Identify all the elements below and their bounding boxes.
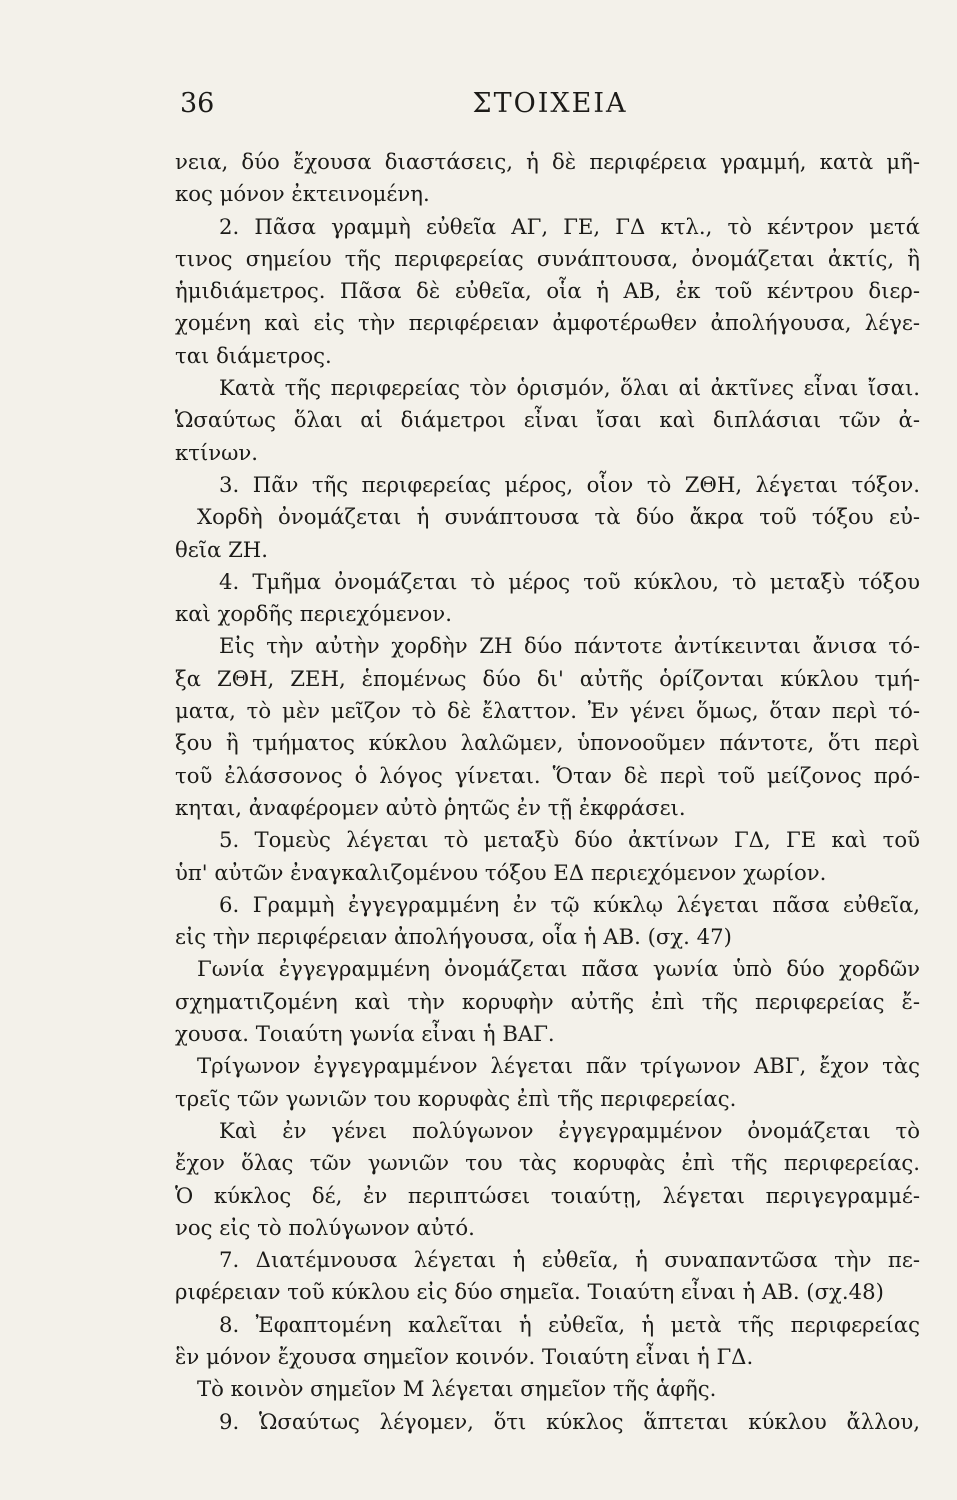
text-line: σχηματιζομένη καὶ τὴν κορυφὴν αὐτῆς ἐπὶ τῆς περιφερείας ἔ- — [175, 988, 920, 1014]
text-line: Κατὰ τῆς περιφερείας τὸν ὁρισμόν, ὅλαι αἱ ἀκτῖνες εἶναι ἴσαι. — [219, 375, 920, 401]
page-header — [180, 88, 920, 128]
text-line: ἓν μόνον ἔχουσα σημεῖον κοινόν. Τοιαύτη εἶναι ἡ ΓΔ. — [175, 1343, 754, 1369]
text-line: Εἰς τὴν αὐτὴν χορδὴν ΖΗ δύο πάντοτε ἀντίκεινται ἄνισα τό- — [219, 633, 920, 659]
text-line: 3. Πᾶν τῆς περιφερείας μέρος, οἷον τὸ ΖΘΗ, λέγεται τόξον. — [219, 471, 920, 497]
body-text — [175, 146, 920, 1438]
text-line: χουσα. Τοιαύτη γωνία εἶναι ἡ ΒΑΓ. — [175, 1021, 555, 1047]
text-line: Τὸ κοινὸν σημεῖον Μ λέγεται σημεῖον τῆς ἁφῆς. — [197, 1376, 717, 1402]
text-line: ματα, τὸ μὲν μεῖζον τὸ δὲ ἔλαττον. Ἐν γένει ὅμως, ὅταν περὶ τό- — [175, 698, 920, 724]
text-line: ἔχον ὅλας τῶν γωνιῶν του τὰς κορυφὰς ἐπὶ τῆς περιφερείας. — [175, 1150, 920, 1176]
text-line: κηται, ἀναφέρομεν αὐτὸ ῥητῶς ἐν τῇ ἐκφράσει. — [175, 794, 686, 820]
text-line: θεῖα ΖΗ. — [175, 536, 269, 562]
running-title: ΣΤΟΙΧΕΙΑ — [472, 88, 628, 119]
text-line: ἡμιδιάμετρος. Πᾶσα δὲ εὐθεῖα, οἷα ἡ ΑΒ, ἐκ τοῦ κέντρου διερ- — [175, 278, 920, 304]
text-line: 4. Τμῆμα ὀνομάζεται τὸ μέρος τοῦ κύκλου, τὸ μεταξὺ τόξου — [219, 568, 920, 594]
text-line: 9. Ὡσαύτως λέγομεν, ὅτι κύκλος ἅπτεται κύκλου ἄλλου, — [219, 1408, 920, 1434]
text-line: εἰς τὴν περιφέρειαν ἀπολήγουσα, οἷα ἡ ΑΒ. (σχ. 47) — [175, 924, 732, 950]
text-line: ριφέρειαν τοῦ κύκλου εἰς δύο σημεῖα. Τοιαύτη εἶναι ἡ ΑΒ. (σχ.48) — [175, 1279, 884, 1305]
text-line: Ὡσαύτως ὅλαι αἱ διάμετροι εἶναι ἴσαι καὶ διπλάσιαι τῶν ἀ- — [175, 407, 920, 433]
text-line: νεια, δύο ἔχουσα διαστάσεις, ἡ δὲ περιφέρεια γραμμή, κατὰ μῆ- — [175, 149, 920, 174]
text-line: χομένη καὶ εἰς τὴν περιφέρειαν ἀμφοτέρωθεν ἀπολήγουσα, λέγε- — [175, 310, 920, 336]
text-line: τρεῖς τῶν γωνιῶν του κορυφὰς ἐπὶ τῆς περιφερείας. — [175, 1085, 737, 1111]
text-line: ξου ἢ τμήματος κύκλου λαλῶμεν, ὑπονοοῦμεν πάντοτε, ὅτι περὶ — [175, 730, 920, 756]
text-line: Γωνία ἐγγεγραμμένη ὀνομάζεται πᾶσα γωνία ὑπὸ δύο χορδῶν — [197, 956, 920, 982]
text-line: 7. Διατέμνουσα λέγεται ἡ εὐθεῖα, ἡ συναπαντῶσα τὴν πε- — [219, 1247, 920, 1273]
text-line: ὑπ' αὐτῶν ἐναγκαλιζομένου τόξου ΕΔ περιεχόμενον χωρίον. — [175, 859, 827, 885]
text-line: 6. Γραμμὴ ἐγγεγραμμένη ἐν τῷ κύκλῳ λέγεται πᾶσα εὐθεῖα, — [219, 891, 920, 917]
text-line: κος μόνον ἐκτεινομένη. — [175, 181, 430, 207]
text-line: καὶ χορδῆς περιεχόμενον. — [175, 601, 452, 627]
text-line: Τρίγωνον ἐγγεγραμμένον λέγεται πᾶν τρίγωνον ΑΒΓ, ἔχον τὰς — [197, 1053, 920, 1079]
text-line: Ὁ κύκλος δέ, ἐν περιπτώσει τοιαύτῃ, λέγεται περιγεγραμμέ- — [175, 1182, 920, 1208]
text-line: 5. Τομεὺς λέγεται τὸ μεταξὺ δύο ἀκτίνων ΓΔ, ΓΕ καὶ τοῦ — [219, 827, 920, 853]
text-line: 2. Πᾶσα γραμμὴ εὐθεῖα ΑΓ, ΓΕ, ΓΔ κτλ., τὸ κέντρον μετά — [219, 213, 920, 239]
text-line: 8. Ἐφαπτομένη καλεῖται ἡ εὐθεῖα, ἡ μετὰ τῆς περιφερείας — [219, 1311, 920, 1337]
text-line: τινος σημείου τῆς περιφερείας συνάπτουσα, ὀνομάζεται ἀκτίς, ἢ — [175, 245, 920, 271]
page-number: 36 — [180, 88, 215, 119]
text-line: Χορδὴ ὀνομάζεται ἡ συνάπτουσα τὰ δύο ἄκρα τοῦ τόξου εὐ- — [197, 504, 920, 530]
text-line: Καὶ ἐν γένει πολύγωνον ἐγγεγραμμένον ὀνομάζεται τὸ — [219, 1117, 920, 1143]
text-line: κτίνων. — [175, 439, 259, 465]
text-line: νος εἰς τὸ πολύγωνον αὐτό. — [175, 1214, 475, 1240]
text-line: ξα ΖΘΗ, ΖΕΗ, ἑπομένως δύο δι' αὐτῆς ὁρίζονται κύκλου τμή- — [175, 665, 920, 691]
text-line: ται διάμετρος. — [175, 342, 332, 368]
text-line: τοῦ ἐλάσσονος ὁ λόγος γίνεται. Ὅταν δὲ περὶ τοῦ μείζονος πρό- — [175, 762, 920, 788]
